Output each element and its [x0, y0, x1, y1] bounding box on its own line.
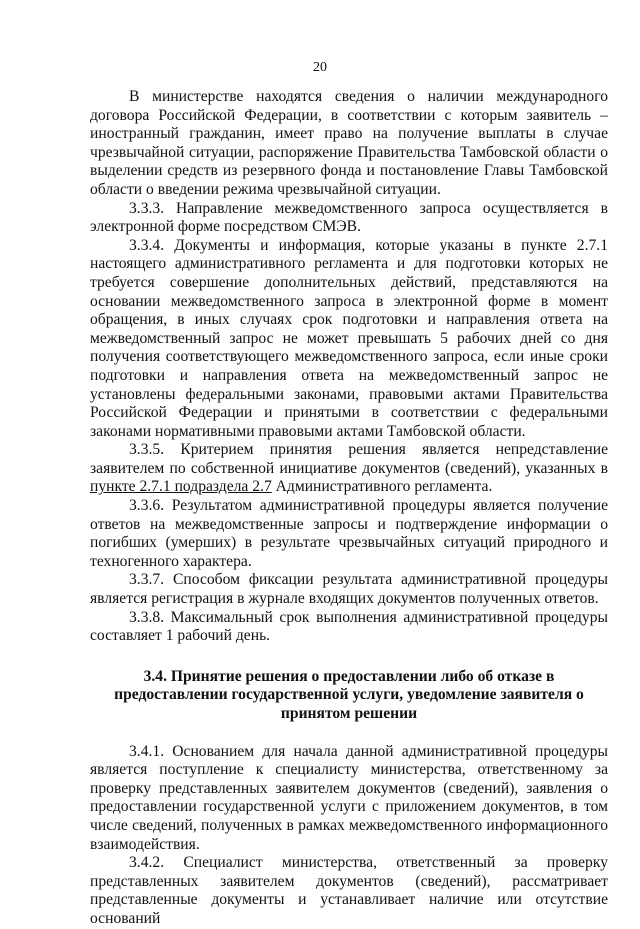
paragraph-3-3-5-text: 3.3.5. Критерием принятия решения является непредставление заявителем по собственной инициативе документов (сведений), указанных в — [90, 441, 608, 477]
paragraph-3-4-1: 3.4.1. Основанием для начала данной административной процедуры является поступление к специалисту министерства, ответственному за проверку представленных заявителем документов (сведений), заявления о предоставлении государственной услуги с приложением документов, в том числе сведений, полученных в рамках межведомственного информационного взаимодействия. — [90, 742, 608, 853]
paragraph-3-3-4: 3.3.4. Документы и информация, которые указаны в пункте 2.7.1 настоящего административного регламента и для подготовки которых не требуется совершение дополнительных действий, представляются на основании межведомственного запроса в электронной форме в момент обращения, в иных случаях срок подготовки и направления ответа на межведомственный запрос не может превышать 5 рабочих дней со дня получения соответствующего межведомственного запроса, если иные сроки подготовки и направления ответа на межведомственный запрос не установлены федеральными законами, правовыми актами Правительства Российской Федерации и принятыми в соответствии с федеральными законами нормативными правовыми актами Тамбовской области. — [90, 236, 608, 440]
page-number: 20 — [313, 60, 327, 75]
regulation-reference-link[interactable]: пункте 2.7.1 подраздела 2.7 — [90, 478, 272, 496]
paragraph-3-3-7: 3.3.7. Способом фиксации результата административной процедуры является регистрация в журнале входящих документов полученных ответов. — [90, 571, 608, 608]
paragraph-intro: В министерстве находятся сведения о наличии международного договора Российской Федерации, в соответствии с которым заявитель – иностранный гражданин, имеет право на получение выплаты в случае чрезвычайной ситуации, распоряжение Правительства Тамбовской области о выделении средств из резервного фонда и постановление Главы Тамбовской области о введении режима чрезвычайной ситуации. — [90, 88, 608, 198]
document-body — [90, 88, 608, 929]
paragraph-3-3-3: 3.3.3. Направление межведомственного запроса осуществляется в электронной форме посредством СМЭВ. — [90, 199, 608, 236]
section-heading-3-4: 3.4. Принятие решения о предоставлении либо об отказе в предоставлении государственной услуги, уведомление заявителя о принятом решении — [114, 667, 584, 722]
paragraph-3-3-6: 3.3.6. Результатом административной процедуры является получение ответов на межведомственные запросы и подтверждение информации о погибших (умерших) в результате чрезвычайных ситуаций природного и техногенного характера. — [90, 497, 608, 570]
paragraph-3-3-8: 3.3.8. Максимальный срок выполнения административной процедуры составляет 1 рабочий день. — [90, 608, 608, 645]
paragraph-3-4-2: 3.4.2. Специалист министерства, ответственный за проверку представленных заявителем документов (сведений), рассматривает представленные документы и устанавливает наличие или отсутствие оснований — [90, 854, 608, 927]
paragraph-3-3-5-tail: Административного регламента. — [271, 478, 493, 496]
paragraph-3-3-5 — [90, 441, 608, 497]
